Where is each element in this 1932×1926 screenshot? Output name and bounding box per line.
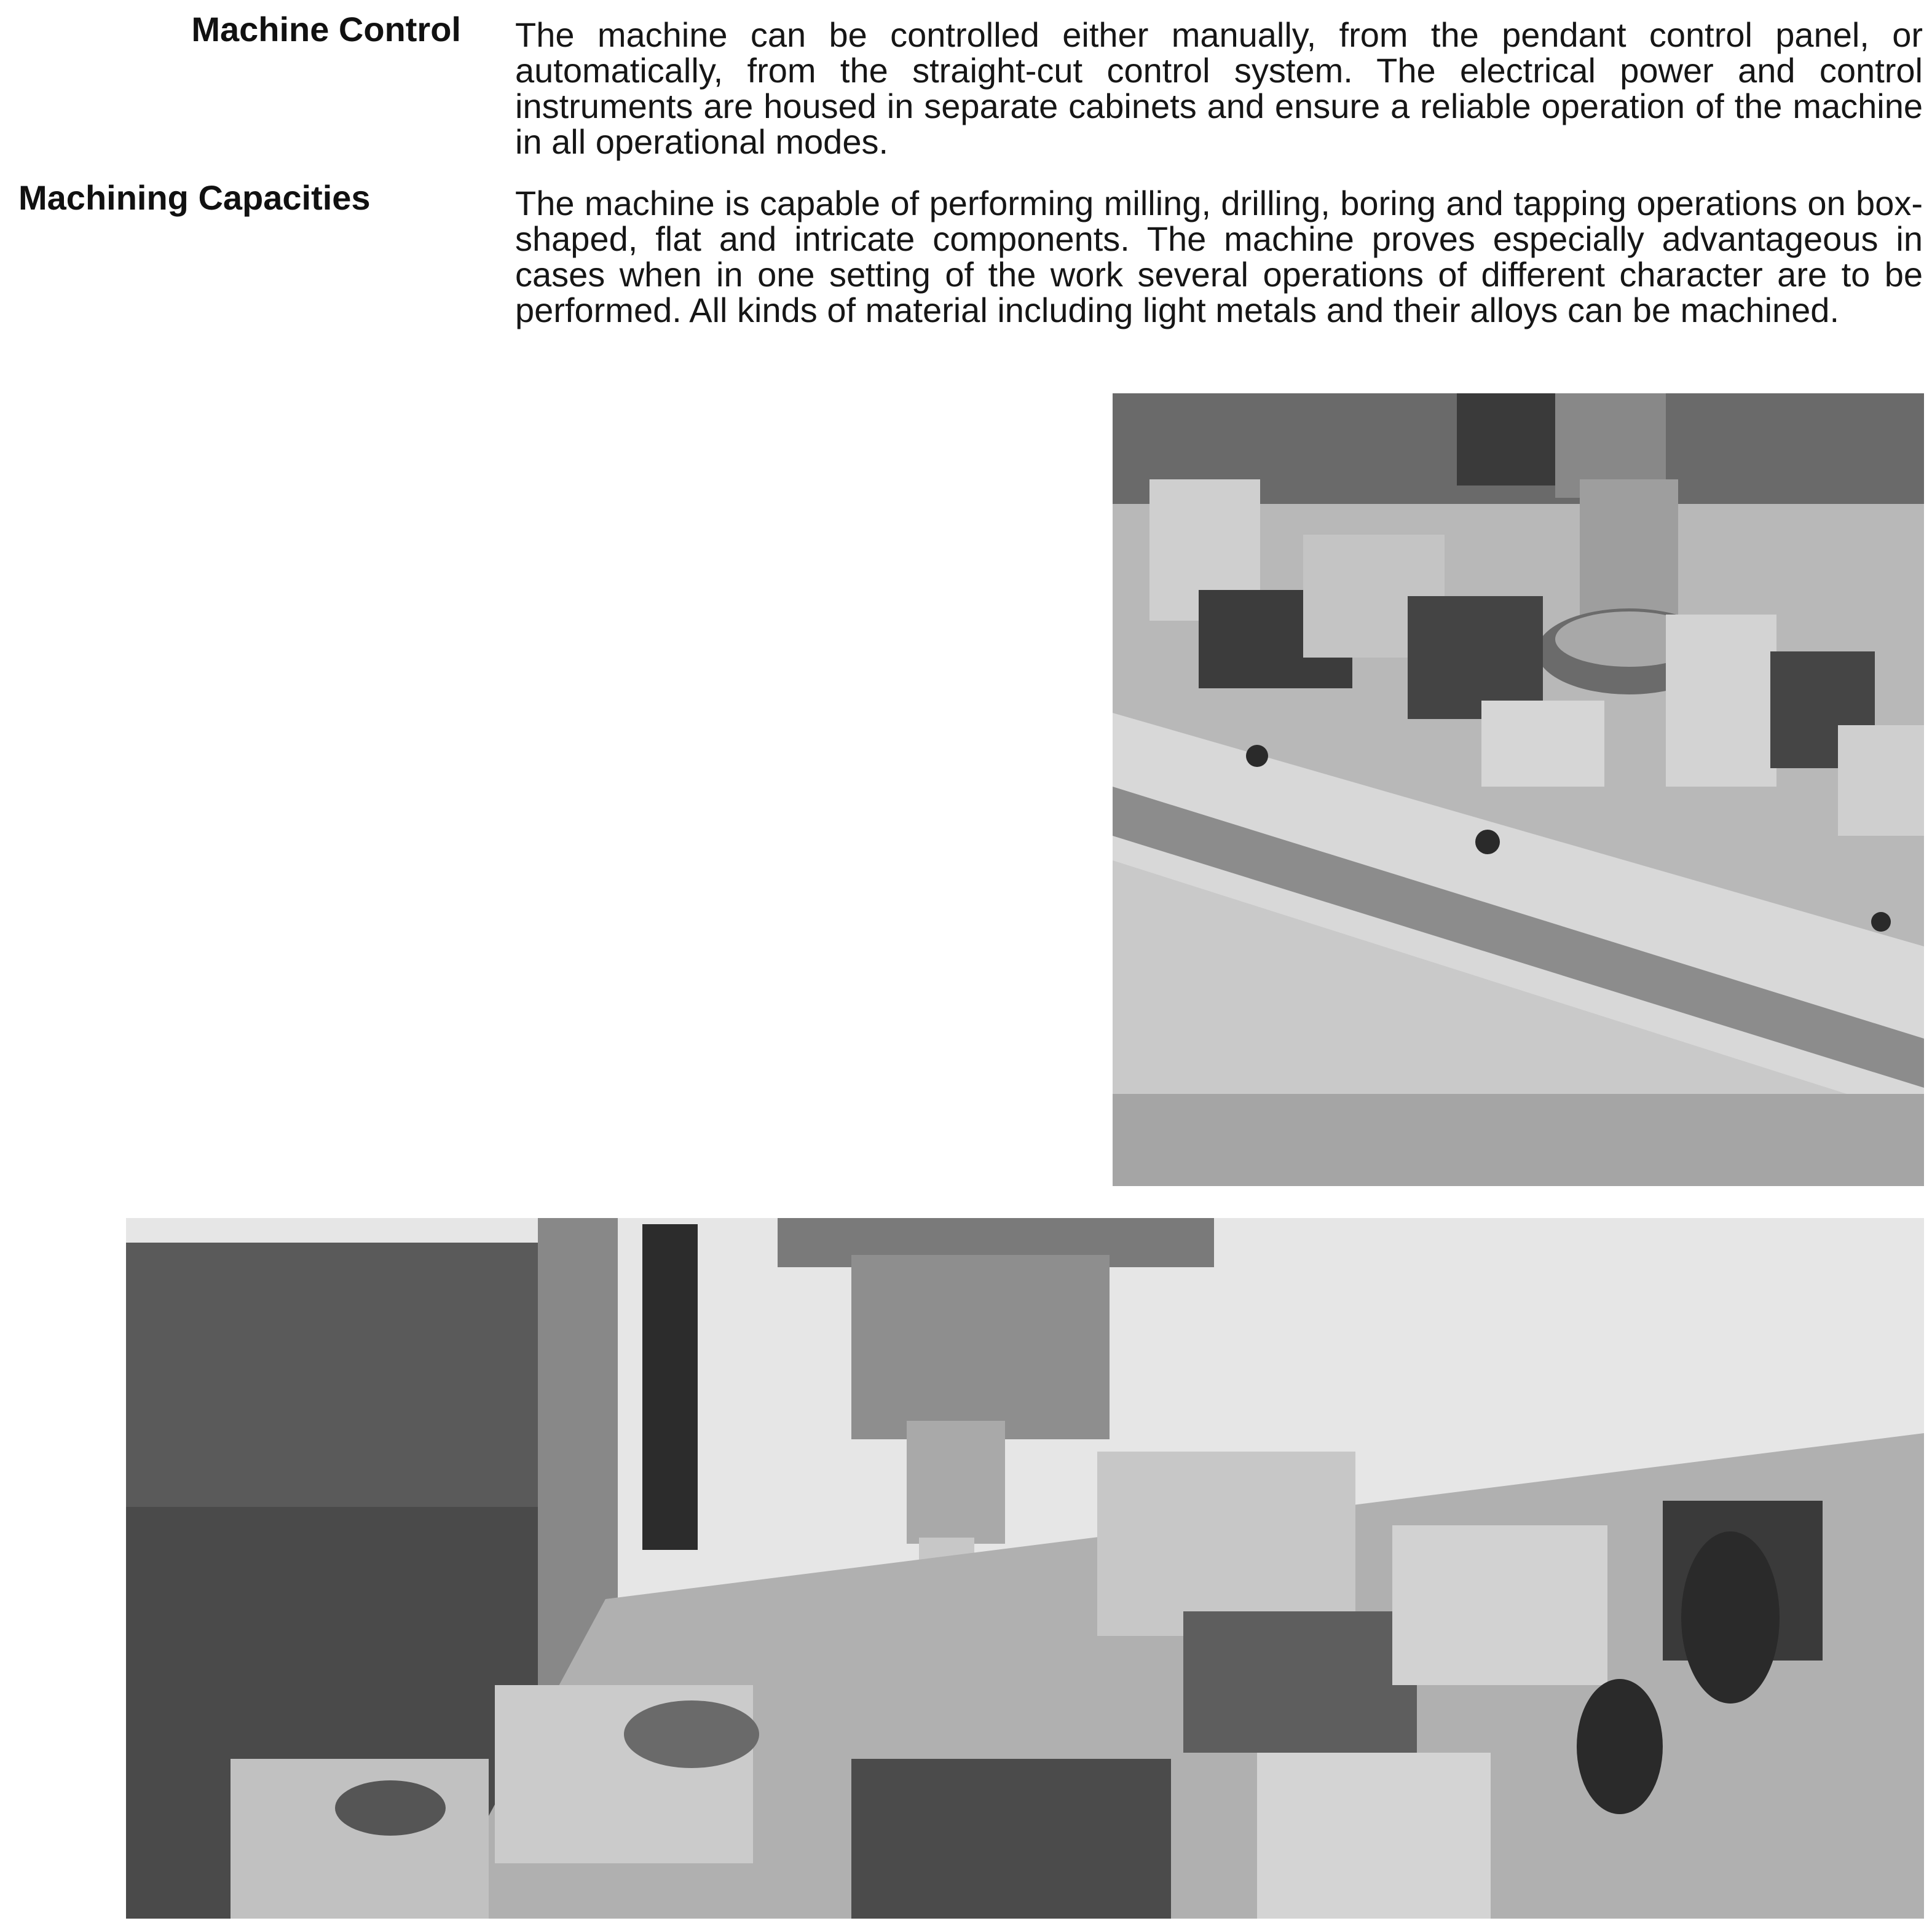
heading-machining-capacities: Machining Capacities <box>18 178 371 217</box>
photo-boring-drilling-graphic <box>126 1218 1924 1919</box>
photo-boring-drilling-setup <box>126 1218 1924 1919</box>
photo-gear-cutting-setup <box>1113 393 1924 1186</box>
paragraph-machine-control: The machine can be controlled either manually, from the pendant control panel, or automatically, from the straight-cut control system. The electrical power and control instruments are housed in separate cabinets and ensure a reliable operation of the machine in all operational modes. <box>515 15 1923 161</box>
heading-machine-control: Machine Control <box>191 10 461 49</box>
paragraph-machining-capacities: The machine is capable of performing milling, drilling, boring and tapping operations on box-shaped, flat and intricate components. The machine proves especially advantageous in cases when in one setting of the work several operations of different character are to be performed. All kinds of material including light metals and their alloys can be machined. <box>515 184 1923 329</box>
photo-gear-cutting-graphic <box>1113 393 1924 1186</box>
